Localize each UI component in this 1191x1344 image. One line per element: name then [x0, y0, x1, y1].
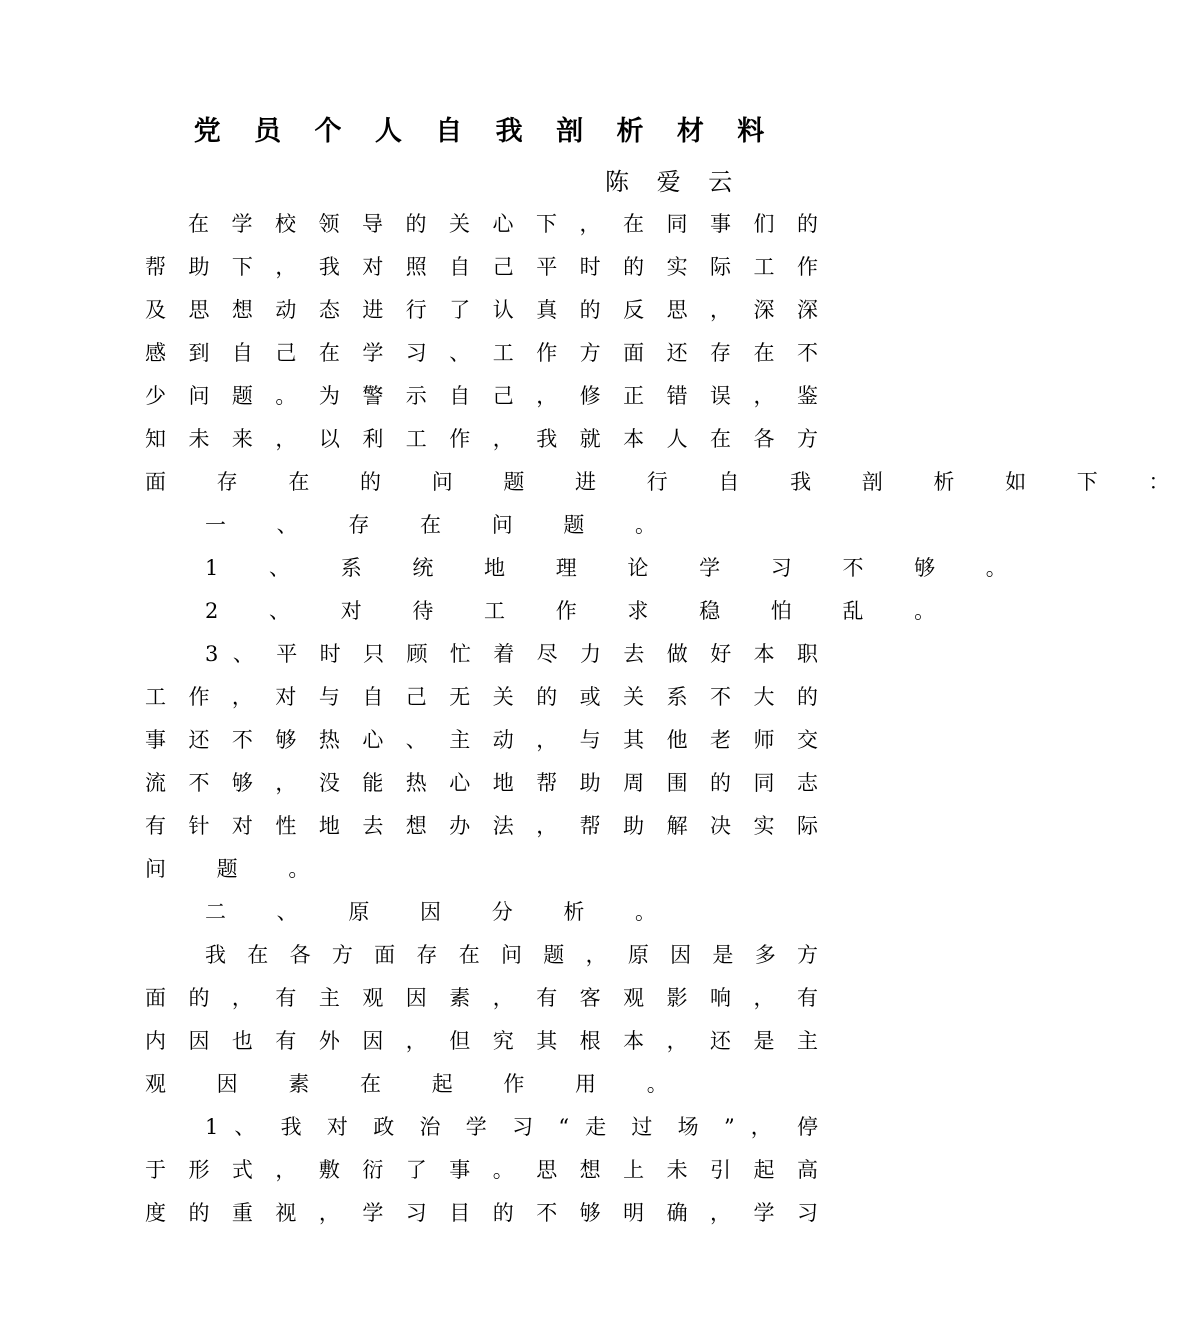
paragraph-line: 工 作 ， 对 与 自 己 无 关 的 或 关 系 不 大 的 — [145, 685, 818, 709]
document-title: 党 员 个 人 自 我 剖 析 材 料 — [193, 116, 777, 147]
paragraph-line: 问 题 。 — [145, 857, 332, 881]
paragraph-line: 少 问 题 。 为 警 示 自 己 ， 修 正 错 误 ， 鉴 — [145, 384, 818, 408]
list-item: 1 、 我 对 政 治 学 习 “ 走 过 场 ” ， 停 — [205, 1115, 818, 1139]
paragraph-line: 事 还 不 够 热 心 、 主 动 ， 与 其 他 老 师 交 — [145, 728, 818, 752]
paragraph-line: 流 不 够 ， 没 能 热 心 地 帮 助 周 围 的 同 志 — [145, 771, 818, 795]
paragraph-line: 感 到 自 己 在 学 习 、 工 作 方 面 还 存 在 不 — [145, 341, 818, 365]
list-item: 2 、 对 待 工 作 求 稳 怕 乱 。 — [205, 599, 958, 623]
paragraph-line: 观 因 素 在 起 作 用 。 — [145, 1072, 690, 1096]
section-heading: 二 、 原 因 分 析 。 — [205, 900, 679, 924]
paragraph-line: 在 学 校 领 导 的 关 心 下 ， 在 同 事 们 的 — [188, 212, 818, 236]
section-heading: 一 、 存 在 问 题 。 — [205, 513, 679, 537]
paragraph-line: 帮 助 下 ， 我 对 照 自 己 平 时 的 实 际 工 作 — [145, 255, 818, 279]
paragraph-line: 内 因 也 有 外 因 ， 但 究 其 根 本 ， 还 是 主 — [145, 1029, 818, 1053]
paragraph-line: 知 未 来 ， 以 利 工 作 ， 我 就 本 人 在 各 方 — [145, 427, 818, 451]
paragraph-line: 度 的 重 视 ， 学 习 目 的 不 够 明 确 ， 学 习 — [145, 1201, 818, 1225]
paragraph-line: 有 针 对 性 地 去 想 办 法 ， 帮 助 解 决 实 际 — [145, 814, 818, 838]
list-item: 3 、 平 时 只 顾 忙 着 尽 力 去 做 好 本 职 — [205, 642, 818, 666]
list-item: 1 、 系 统 地 理 论 学 习 不 够 。 — [205, 556, 1029, 580]
document-author: 陈 爱 云 — [605, 168, 743, 196]
paragraph-line: 我 在 各 方 面 存 在 问 题 ， 原 因 是 多 方 — [205, 943, 818, 967]
paragraph-line: 面 存 在 的 问 题 进 行 自 我 剖 析 如 下 ： — [145, 470, 1191, 494]
paragraph-line: 于 形 式 ， 敷 衍 了 事 。 思 想 上 未 引 起 高 — [145, 1158, 818, 1182]
paragraph-line: 及 思 想 动 态 进 行 了 认 真 的 反 思 ， 深 深 — [145, 298, 818, 322]
paragraph-line: 面 的 ， 有 主 观 因 素 ， 有 客 观 影 响 ， 有 — [145, 986, 818, 1010]
